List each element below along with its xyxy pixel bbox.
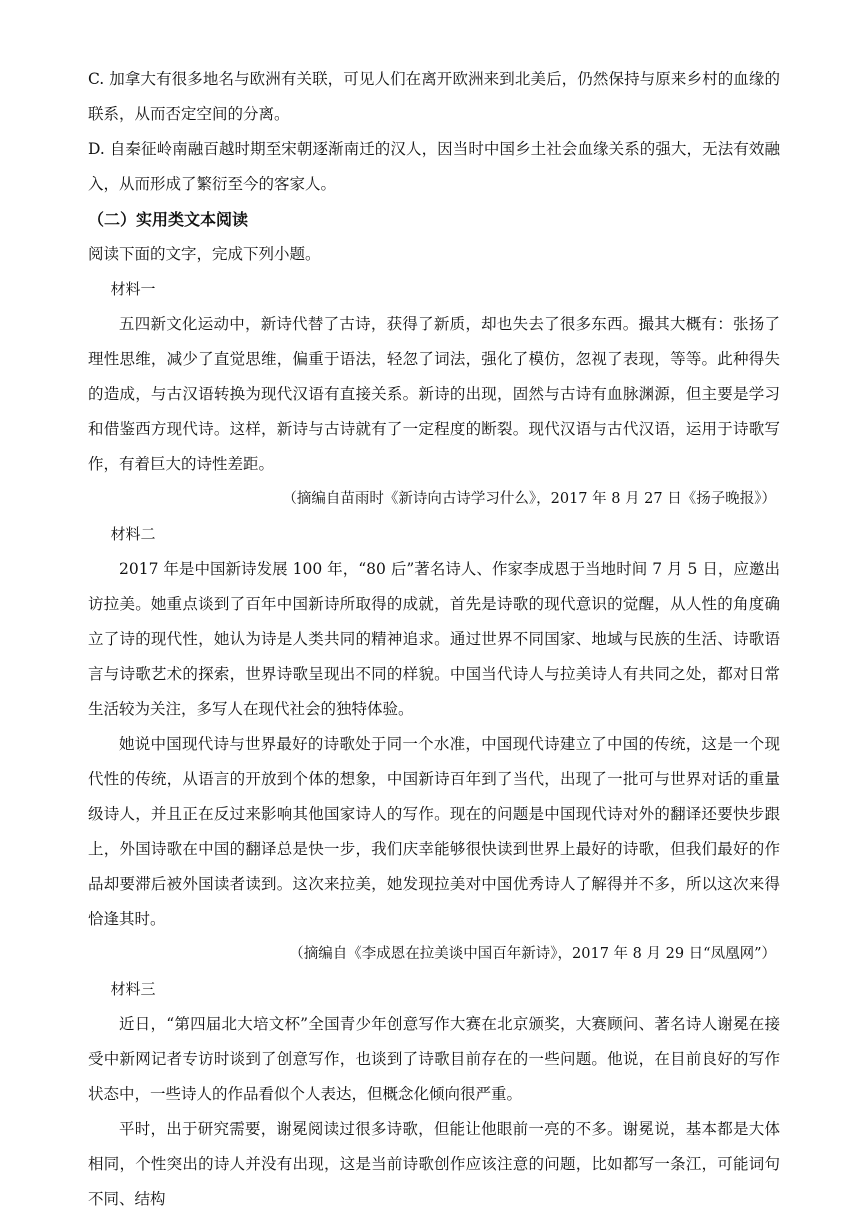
material-3-para-2: 平时，出于研究需要，谢冕阅读过很多诗歌，但能让他眼前一亮的不多。谢冕说，基本都是大体相同，个性突出的诗人并没有出现，这是当前诗歌创作应该注意的问题，比如都写一条江，可能词句不同、结构 (88, 1120, 780, 1208)
material-3-label: 材料三 (110, 980, 156, 998)
material-2-source: （摘编自《李成恩在拉美谈中国百年新诗》，2017 年 8 月 29 日“凤凰网”） (289, 946, 776, 962)
document-page (88, 62, 780, 1217)
material-2-para-1: 2017 年是中国新诗发展 100 年，“80 后”著名诗人、作家李成恩于当地时间 7 月 5 日，应邀出访拉美。她重点谈到了百年中国新诗所取得的成就，首先是诗歌的现代意识的觉醒，从人性的角度确立了诗的现代性，她认为诗是人类共同的精神追求。通过世界不同国家、地域与民族的生活、诗歌语言与诗歌艺术的探索，世界诗歌呈现出不同的样貌。中国当代诗人与拉美诗人有共同之处，都对日常生活较为关注，多写人在现代社会的独特体验。 (88, 560, 780, 718)
material-1-source: （摘编自苗雨时《新诗向古诗学习什么》，2017 年 8 月 27 日《扬子晚报》） (282, 491, 776, 507)
option-d: D. 自秦征岭南融百越时期至宋朝逐渐南迁的汉人，因当时中国乡土社会血缘关系的强大，无法有效融入，从而形成了繁衍至今的客家人。 (88, 140, 780, 193)
material-3-para-1: 近日，“第四届北大培文杯”全国青少年创意写作大赛在北京颁奖，大赛顾问、著名诗人谢冕在接受中新网记者专访时谈到了创意写作，也谈到了诗歌目前存在的一些问题。他说，在目前良好的写作状态中，一些诗人的作品看似个人表达，但概念化倾向很严重。 (88, 1015, 780, 1103)
material-2-label: 材料二 (110, 525, 156, 543)
material-2-para-2: 她说中国现代诗与世界最好的诗歌处于同一个水准，中国现代诗建立了中国的传统，这是一个现代性的传统，从语言的开放到个体的想象，中国新诗百年到了当代，出现了一批可与世界对话的重量级诗人，并且正在反过来影响其他国家诗人的写作。现在的问题是中国现代诗对外的翻译还要快步跟上，外国诗歌在中国的翻译总是快一步，我们庆幸能够很快读到世界上最好的诗歌，但我们最好的作品却要滞后被外国读者读到。这次来拉美，她发现拉美对中国优秀诗人了解得并不多，所以这次来得恰逢其时。 (88, 735, 780, 928)
material-1-text: 五四新文化运动中，新诗代替了古诗，获得了新质，却也失去了很多东西。撮其大概有：张扬了理性思维，减少了直觉思维，偏重于语法，轻忽了词法，强化了模仿，忽视了表现，等等。此种得失的造成，与古汉语转换为现代汉语有直接关系。新诗的出现，固然与古诗有血脉渊源，但主要是学习和借鉴西方现代诗。这样，新诗与古诗就有了一定程度的断裂。现代汉语与古代汉语，运用于诗歌写作，有着巨大的诗性差距。 (88, 315, 780, 473)
section-heading: （二）实用类文本阅读 (88, 210, 249, 229)
instruction: 阅读下面的文字，完成下列小题。 (88, 245, 321, 263)
material-1-label: 材料一 (110, 280, 156, 298)
option-c: C. 加拿大有很多地名与欧洲有关联，可见人们在离开欧洲来到北美后，仍然保持与原来乡村的血缘的联系，从而否定空间的分离。 (88, 70, 780, 123)
